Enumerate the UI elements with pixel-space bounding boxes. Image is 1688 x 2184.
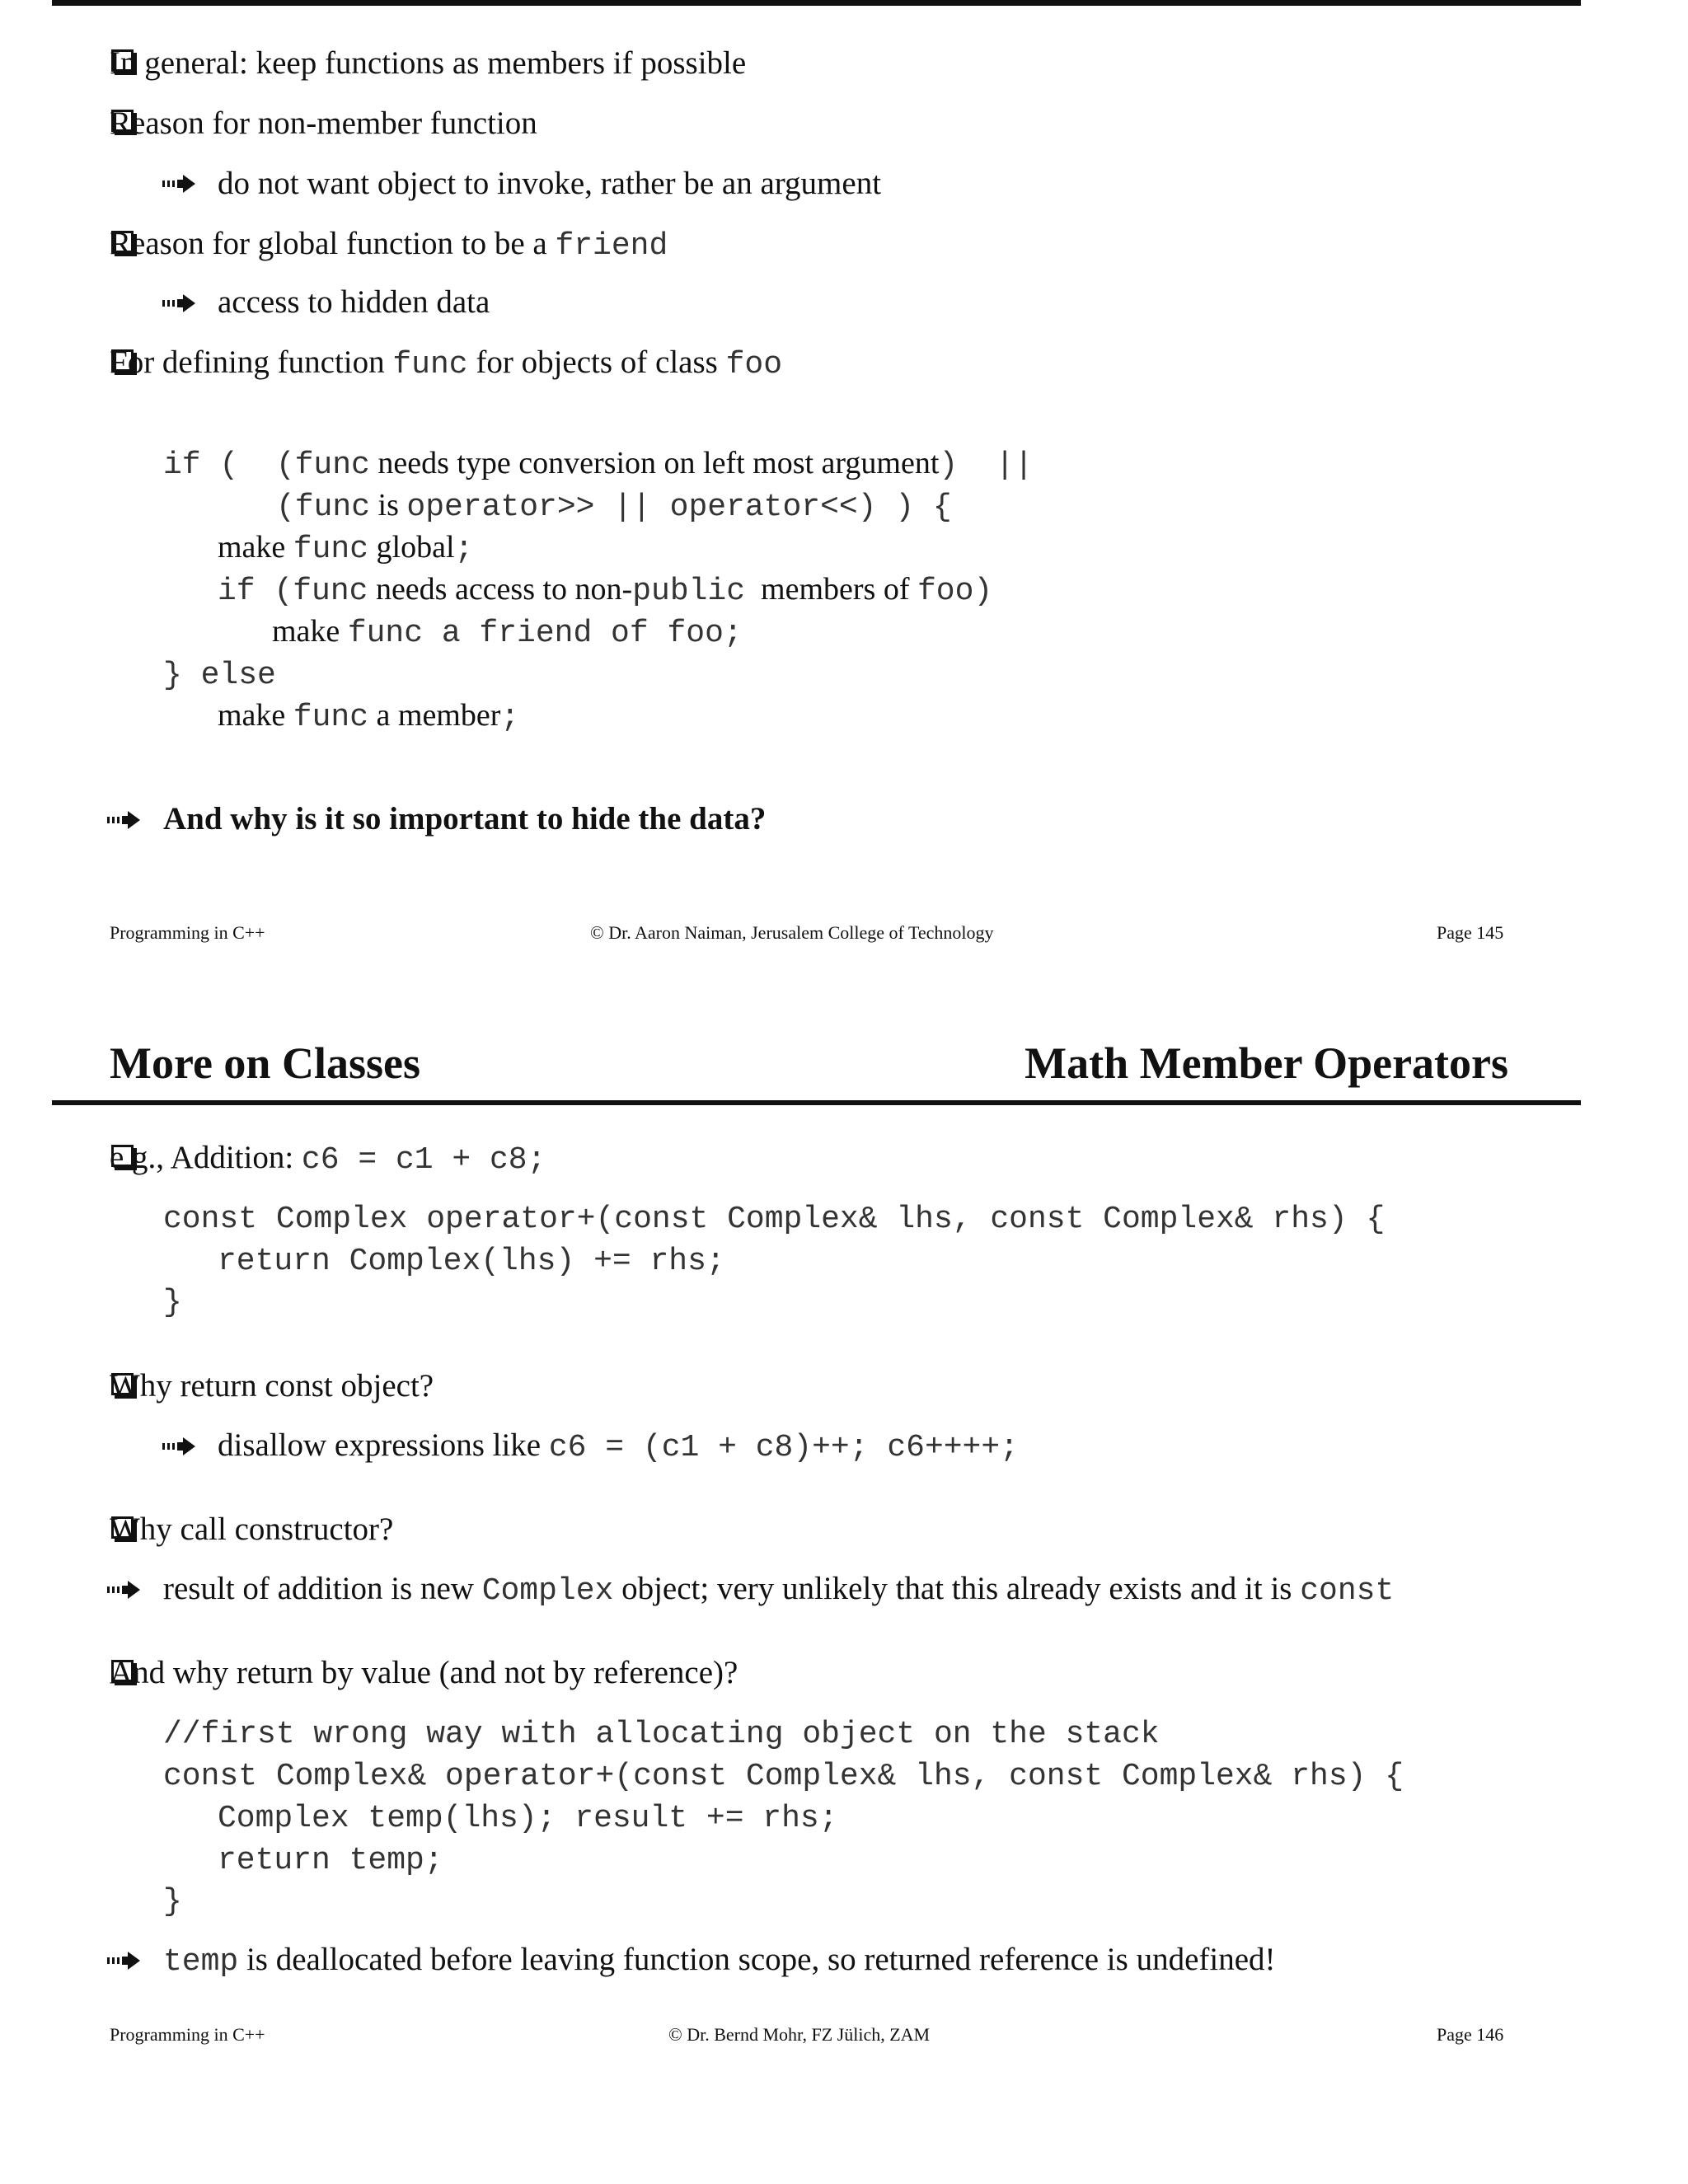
arrow-bullet-icon [162, 175, 195, 193]
code-line: return Complex(lhs) += rhs; [218, 1244, 725, 1279]
code-line: } [163, 1285, 182, 1320]
bullet-text: Why call constructor? [110, 1511, 394, 1547]
code-line: Complex temp(lhs); result += rhs; [218, 1801, 838, 1836]
code-line: return temp; [218, 1843, 443, 1878]
bullet-text: Reason for global function to be a friend [110, 226, 668, 264]
slide-title: Math Member Operators [1025, 1038, 1508, 1088]
bullet-text: For defining function func for objects of class foo [110, 344, 783, 382]
section-title: More on Classes [110, 1038, 420, 1088]
footer-page-number: Page 145 [1437, 922, 1504, 943]
code-line: make func a member; [218, 698, 520, 735]
code-comment: //first wrong way with allocating object on the stack [163, 1717, 1160, 1752]
arrow-bullet-icon [107, 811, 140, 829]
code-line: } [163, 1884, 182, 1919]
footer-course: Programming in C++ [110, 922, 265, 943]
page-145 [0, 0, 1688, 989]
footer-course: Programming in C++ [110, 2024, 265, 2045]
bullet-text: In general: keep functions as members if possible [110, 45, 747, 81]
sub-bullet-text: disallow expressions like c6 = (c1 + c8)++; c6++++; [218, 1427, 1019, 1465]
code-line: (func is operator>> || operator<<) ) { [276, 488, 952, 525]
code-line: make func global; [218, 530, 474, 567]
code-line: if (func needs access to non-public members of foo) [218, 572, 993, 609]
arrow-bullet-icon [162, 294, 195, 312]
key-question: And why is it so important to hide the data? [163, 801, 767, 837]
conclusion-text: temp is deallocated before leaving function scope, so returned reference is undefined! [163, 1942, 1276, 1980]
bullet-text: And why return by value (and not by reference)? [110, 1655, 738, 1690]
code-line: if ( (func needs type conversion on left most argument) || [163, 446, 1034, 483]
page-146 [0, 989, 1688, 2184]
sub-bullet-text: do not want object to invoke, rather be an argument [218, 166, 882, 201]
code-line: const Complex operator+(const Complex& lhs, const Complex& rhs) { [163, 1202, 1386, 1237]
footer-page-number: Page 146 [1437, 2024, 1504, 2045]
answer-text: result of addition is new Complex object; very unlikely that this already exists and it is const [163, 1571, 1395, 1609]
code-line: make func a friend of foo; [272, 614, 743, 651]
footer-copyright: © Dr. Aaron Naiman, Jerusalem College of Technology [590, 922, 994, 943]
arrow-bullet-icon [107, 1581, 140, 1599]
bullet-text: Why return const object? [110, 1368, 434, 1404]
code-line: const Complex& operator+(const Complex& lhs, const Complex& rhs) { [163, 1759, 1404, 1794]
footer-copyright: © Dr. Bernd Mohr, FZ Jülich, ZAM [668, 2024, 931, 2045]
sub-bullet-text: access to hidden data [218, 284, 490, 320]
arrow-bullet-icon [162, 1437, 195, 1455]
bullet-text: Reason for non-member function [110, 105, 537, 141]
header-rule [52, 1100, 1581, 1105]
code-line: } else [163, 658, 276, 693]
top-rule [52, 0, 1581, 6]
bullet-text: e.g., Addition: c6 = c1 + c8; [110, 1140, 546, 1178]
arrow-bullet-icon [107, 1952, 140, 1970]
